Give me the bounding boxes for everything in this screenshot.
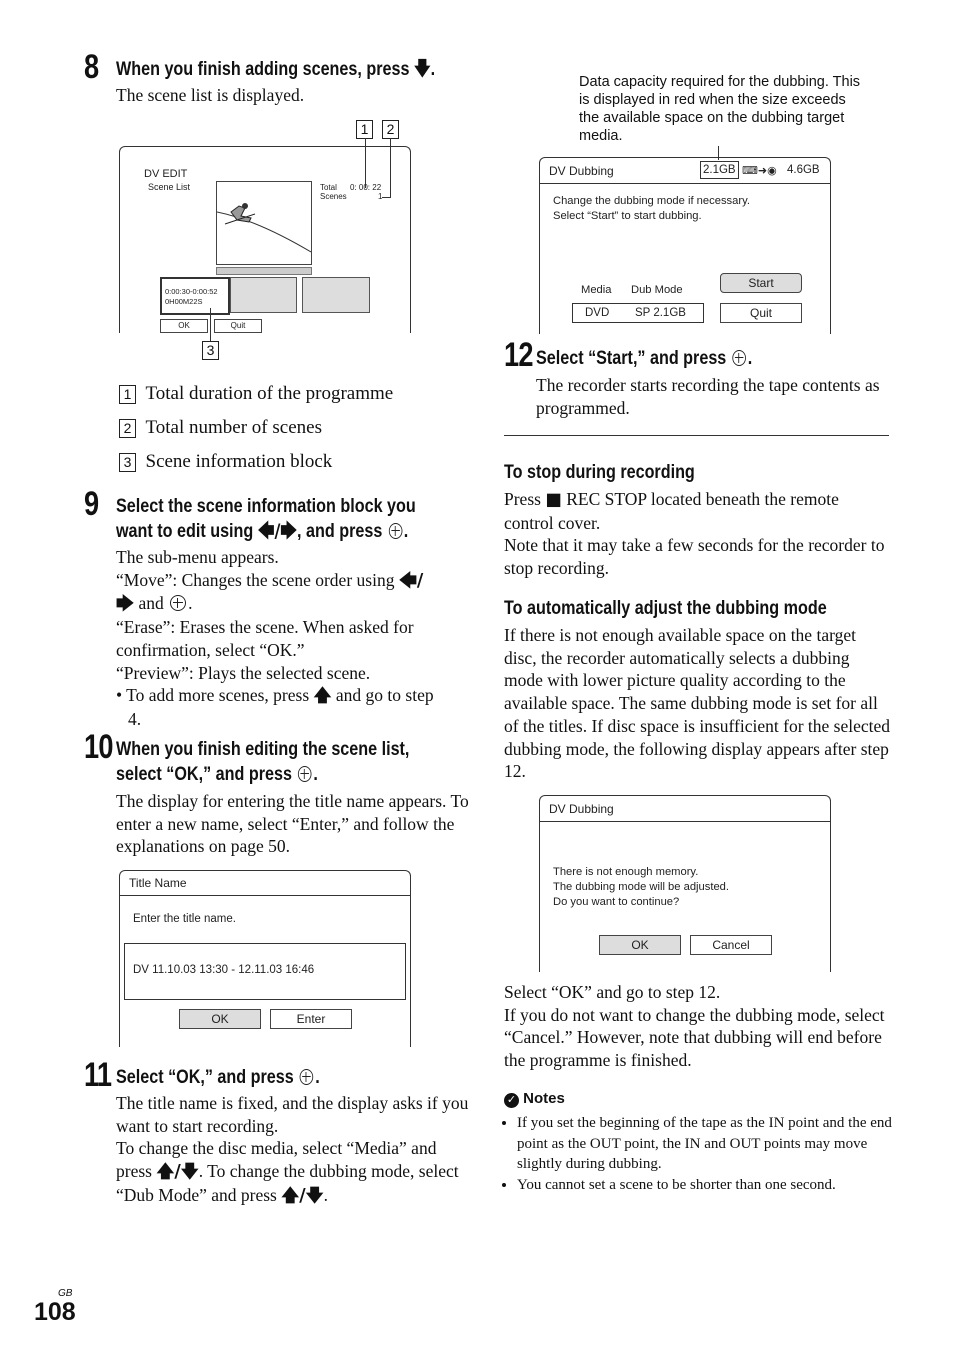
prompt: Enter the title name.	[133, 913, 236, 925]
title-name-field[interactable]: DV 11.10.03 13:30 - 12.11.03 16:46	[124, 943, 406, 1000]
step-11-heading: Select “OK,” and press .	[116, 1067, 320, 1088]
media-dubmode-field[interactable]: DVD SP 2.1GB	[572, 303, 704, 323]
region-code: GB	[58, 1288, 73, 1299]
step-12-number: 12	[504, 336, 533, 374]
screen-title: DV Dubbing	[549, 802, 614, 816]
enter-icon	[732, 350, 746, 366]
legend	[119, 377, 393, 479]
notes-icon: ✓	[504, 1093, 519, 1108]
ok-button[interactable]: OK	[179, 1009, 261, 1029]
enter-button[interactable]: Enter	[270, 1009, 352, 1029]
scene-block[interactable]	[302, 277, 370, 313]
step-8-text: The scene list is displayed.	[116, 85, 305, 105]
step-11-number: 11	[84, 1056, 112, 1094]
note-item: • If you set the beginning of the tape as the IN point and the end point as the OUT point, the IN and OUT points may move slightly during dubbing.	[517, 1113, 903, 1175]
stop-heading: To stop during recording	[504, 462, 695, 483]
screen-subtitle: Scene List	[148, 182, 191, 192]
after-text: Select “OK” and go to step 12. If you do not want to change the dubbing mode, select “Cancel.” However, note that dubbing will end before the programme is finished.	[504, 982, 885, 1071]
callout-1: 1	[356, 120, 373, 139]
step-10-text: The display for entering the title name appears. To enter a new name, select “Enter,” and follow the explanations on page 50.	[116, 791, 469, 857]
title-name-screen	[119, 870, 411, 1047]
enter-icon	[300, 1069, 314, 1085]
legend-item: 2 Total number of scenes	[119, 411, 393, 445]
stop-text: Press ■ REC STOP located beneath the remote control cover. Note that it may take a few seconds for the recorder to stop recording.	[504, 489, 885, 579]
note-item: • You cannot set a scene to be shorter than one second.	[517, 1175, 903, 1196]
required-size: 2.1GB	[700, 161, 739, 179]
scenes-value: 1	[378, 192, 383, 201]
scene-info-block[interactable]: 0:00:30-0:00:52 0H00M22S	[160, 277, 230, 315]
start-button[interactable]: Start	[720, 273, 802, 293]
legend-item: 3 Scene information block	[119, 445, 393, 479]
warning-line-3: Do you want to continue?	[553, 896, 680, 908]
step-8-heading: When you finish adding scenes, press 🡇.	[116, 58, 436, 80]
divider	[504, 435, 889, 436]
memory-warning-screen	[539, 795, 831, 972]
legend-item: 1 Total duration of the programme	[119, 377, 393, 411]
notes-title: ✓ Notes	[504, 1090, 565, 1108]
cancel-button[interactable]: Cancel	[690, 935, 772, 955]
ok-button[interactable]: OK	[599, 935, 681, 955]
dub-mode-label: Dub Mode	[631, 284, 683, 296]
preview-thumbnail	[216, 181, 312, 265]
step-9-text: The sub-menu appears. “Move”: Changes the scene order using 🡄/ 🡆 and . “Erase”: Erases the scene. When asked for confirmation, select “OK.” “Preview”: Plays the selected scene. • To add more scenes, press 🡅 and go to step 4.	[116, 547, 434, 729]
step-8-number: 8	[84, 48, 99, 86]
stop-icon: ■	[545, 490, 562, 510]
warning-line-1: There is not enough memory.	[553, 866, 699, 878]
screen-title: Title Name	[129, 876, 187, 890]
notes-list	[504, 1113, 903, 1195]
page-number: 108	[34, 1298, 76, 1326]
message-2: Select “Start” to start dubbing.	[553, 210, 702, 222]
step-12-heading: Select “Start,” and press .	[536, 348, 753, 369]
enter-icon	[298, 766, 312, 782]
scenes-label: Scenes	[320, 192, 347, 201]
total-value: 0: 00: 22	[350, 183, 382, 192]
enter-icon	[170, 595, 186, 611]
step-9-heading-1: Select the scene information block you	[116, 496, 416, 517]
step-10-number: 10	[84, 728, 113, 766]
auto-text: If there is not enough available space on the target disc, the recorder automatically selects a dubbing mode with lower picture quality according to the available space. The same dubbing mode is set for all of the titles. If disc space is insufficient for the selected dubbing mode, the following display appears after step 12.	[504, 625, 891, 782]
transfer-icon: ⌨➜◉	[742, 165, 777, 177]
capacity-callout: Data capacity required for the dubbing. This is displayed in red when the size exceeds the available space on the dubbing target media.	[579, 74, 861, 144]
step-10-heading-1: When you finish editing the scene list,	[116, 739, 410, 760]
step-9-number: 9	[84, 485, 99, 523]
step-9-heading-2: want to edit using 🡄/🡆, and press .	[116, 520, 409, 542]
step-12-text: The recorder starts recording the tape contents as programmed.	[536, 375, 880, 418]
warning-line-2: The dubbing mode will be adjusted.	[553, 881, 730, 893]
skier-image	[217, 182, 311, 264]
scene-block[interactable]	[230, 277, 297, 313]
callout-2: 2	[382, 120, 399, 139]
step-10-heading-2: select “OK,” and press .	[116, 764, 318, 785]
dv-dubbing-screen	[539, 157, 831, 334]
quit-button[interactable]: Quit	[214, 319, 262, 333]
media-label: Media	[581, 284, 612, 296]
available-size: 4.6GB	[787, 164, 820, 176]
total-label: Total	[320, 183, 337, 192]
screen-title: DV Dubbing	[549, 164, 614, 178]
ok-button[interactable]: OK	[160, 319, 208, 333]
message-1: Change the dubbing mode if necessary.	[553, 195, 750, 207]
quit-button[interactable]: Quit	[720, 303, 802, 323]
enter-icon	[389, 523, 403, 539]
screen-title: DV EDIT	[144, 168, 188, 180]
auto-heading: To automatically adjust the dubbing mode	[504, 598, 827, 619]
callout-3: 3	[202, 341, 219, 360]
step-11-text: The title name is fixed, and the display asks if you want to start recording. To change the disc media, select “Media” and press 🡅/🡇. To change the dubbing mode, select “Dub Mode” and press 🡅/🡇.	[116, 1093, 469, 1206]
scene-list-screen	[119, 146, 411, 333]
